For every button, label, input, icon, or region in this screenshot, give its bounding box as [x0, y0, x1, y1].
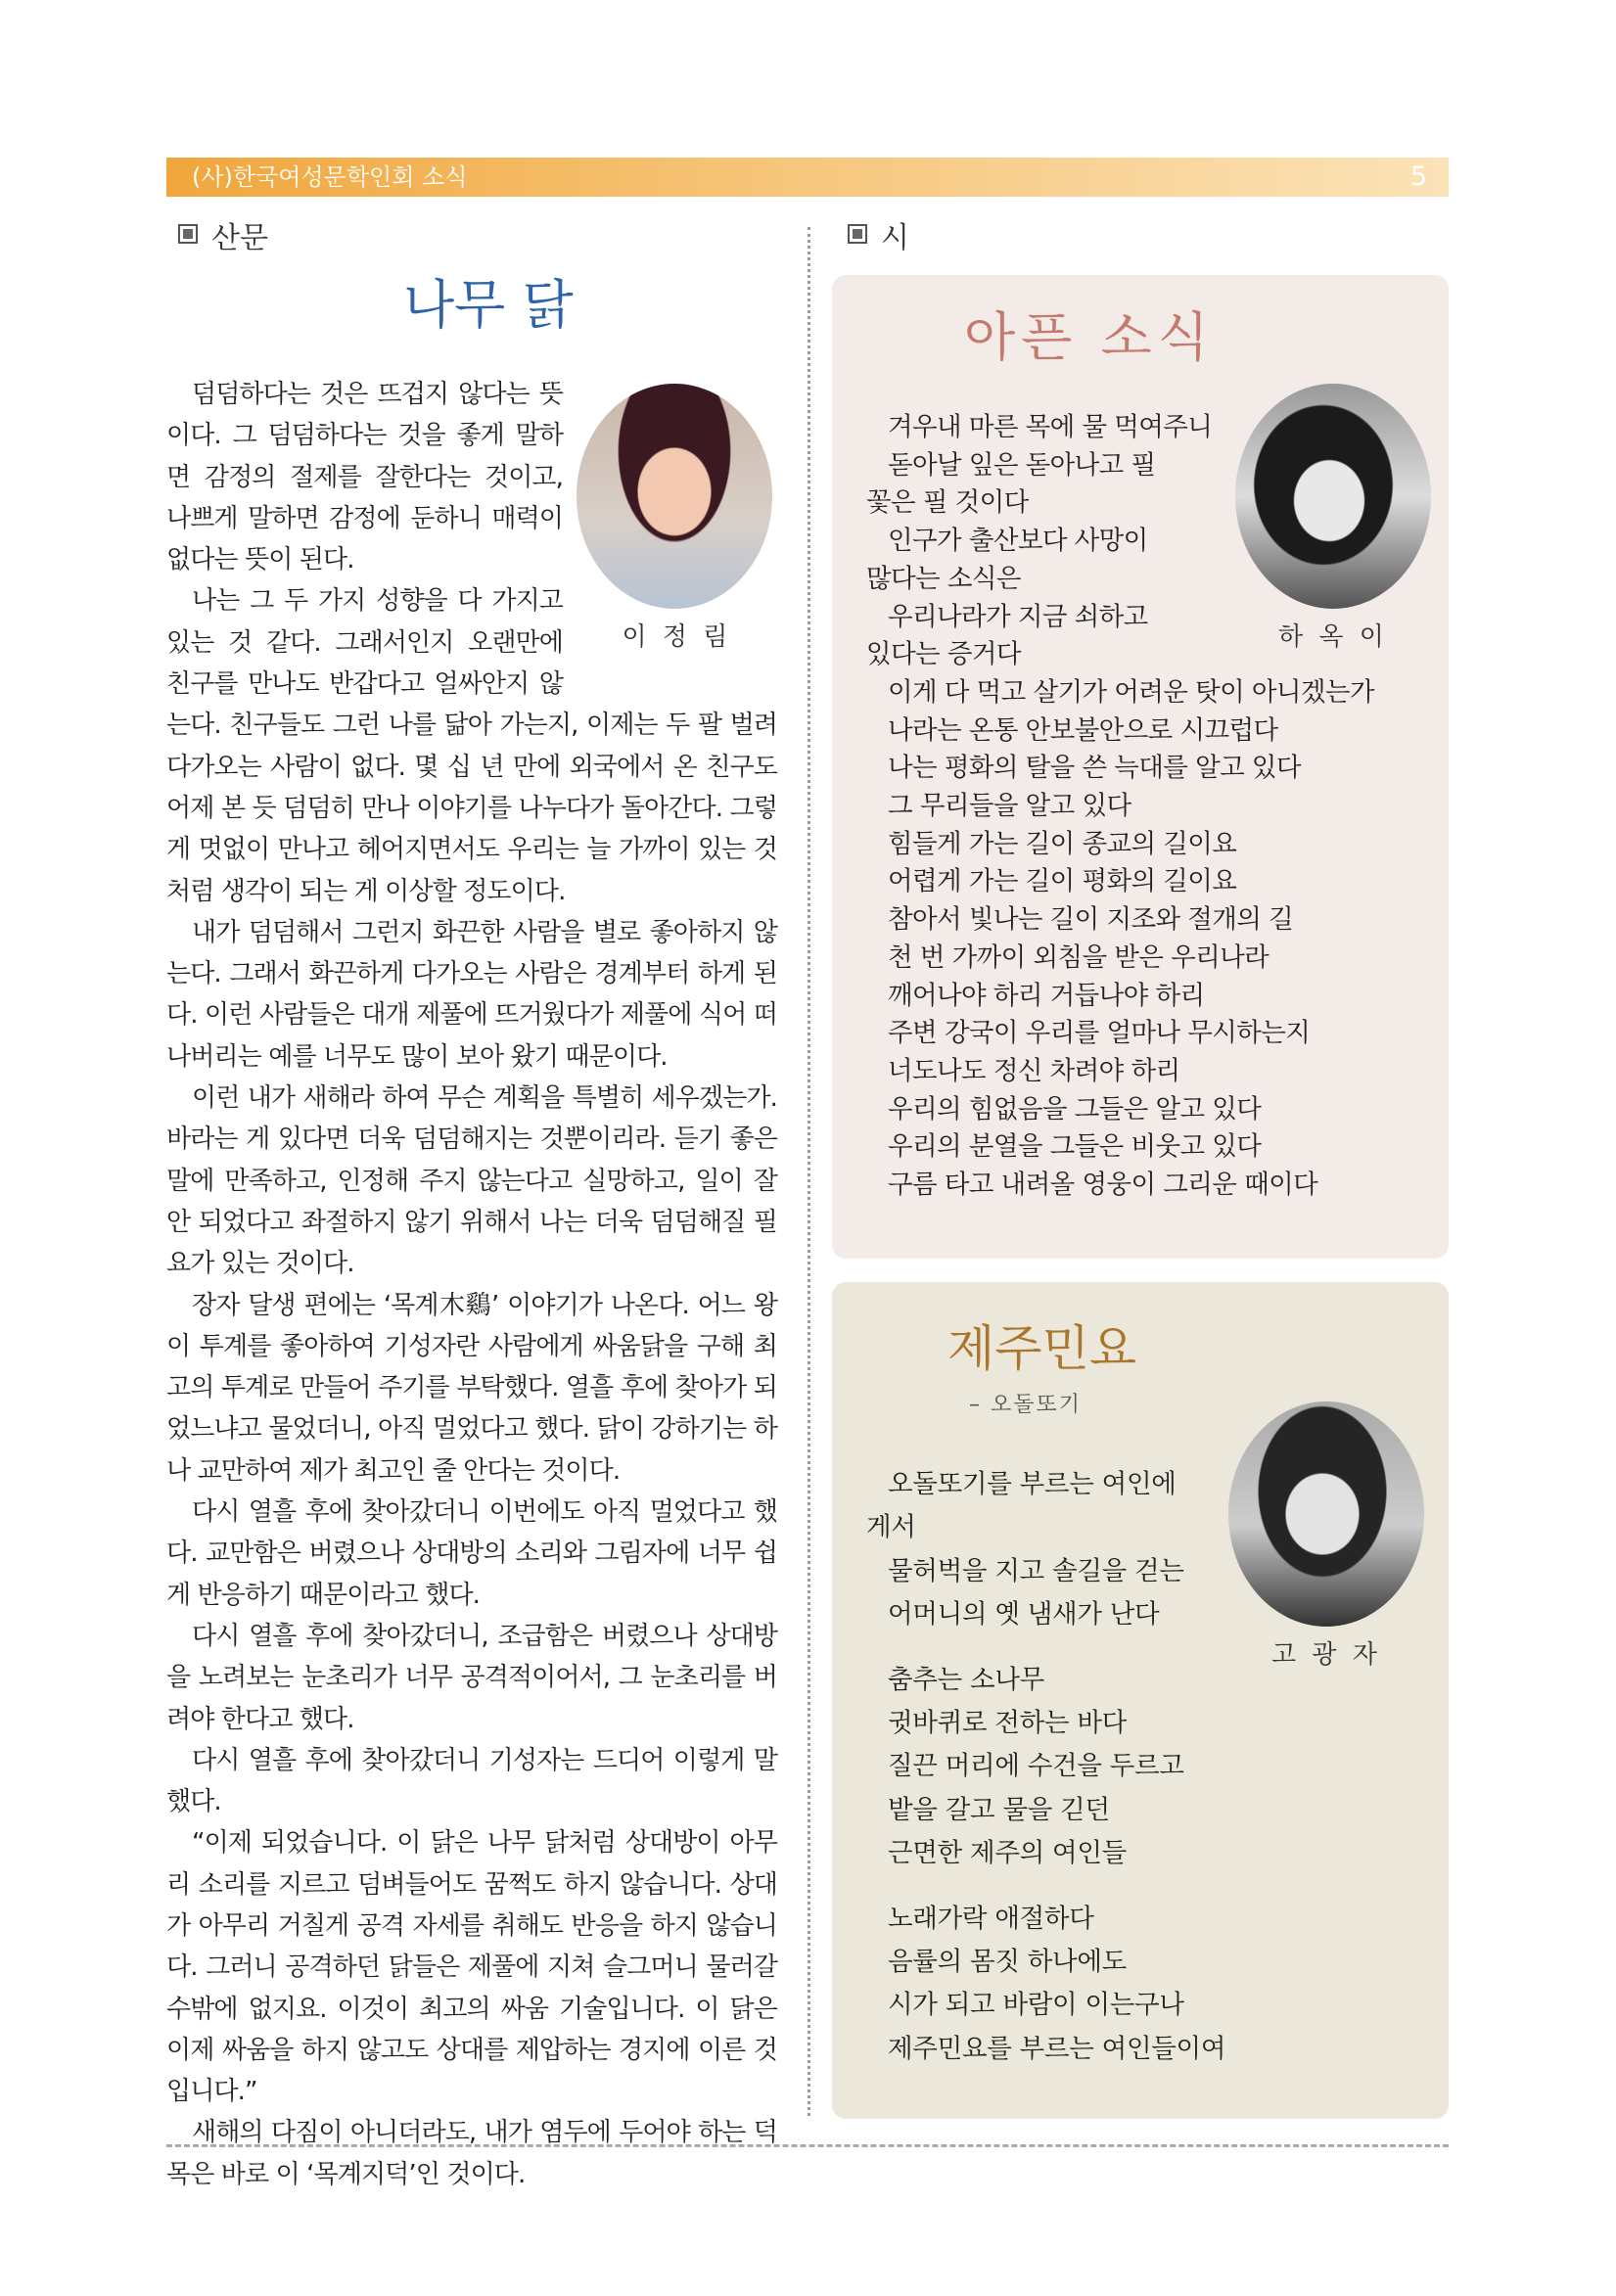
poem-line: 나는 평화의 탈을 쓴 늑대를 알고 있다 [888, 753, 1301, 784]
poem-line: 참아서 빛나는 길이 지조와 절개의 길 [888, 904, 1294, 936]
essay-paragraph: 다시 열흘 후에 찾아갔더니 기성자는 드디어 이렇게 말했다. [166, 1745, 777, 1817]
poet-name-1: 하 옥 이 [1278, 622, 1388, 652]
poem-line: 노래가락 애절하다 [888, 1903, 1094, 1934]
bottom-rule [166, 2144, 1449, 2147]
poem-line: 우리의 분열을 그들은 비웃고 있다 [888, 1131, 1262, 1163]
poem-title-2: 제주민요 [947, 1320, 1137, 1377]
poem-line: 꽃은 필 것이다 [866, 487, 1029, 519]
poem-line: 제주민요를 부르는 여인들이여 [888, 2033, 1226, 2064]
square-bullet-icon [178, 224, 198, 244]
essay-paragraph: 나는 그 두 가지 성향을 다 가지고 있는 것 같다. 그래서인지 오랜만에 친구를 만나도 반갑다고 얼싸안지 않는다. 친구들도 그런 나를 닮아 가는지, 이제는 두 팔 벌려 다가오는 사람이 없다. 몇 십 년 만에 외국에서 온 친구도 어제 본 듯 덤덤히 만나 이야기를 나누다가 돌아간다. 그렇게 멋없이 만나고 헤어지면서도 우리는 늘 가까이 있는 것처럼 생각이 되는 게 이상할 정도이다. [166, 586, 777, 906]
poem-title-1: 아픈 소식 [964, 306, 1215, 368]
author-photo-block [577, 374, 777, 667]
poem-line: 우리의 힘없음을 그들은 알고 있다 [888, 1093, 1262, 1125]
poem-line: 춤추는 소나무 [888, 1664, 1044, 1695]
poem-line: 깨어나야 하리 거듭나야 하리 [888, 980, 1205, 1011]
essay-paragraph: 덤덤하다는 것은 뜨겁지 않다는 뜻이다. 그 덤덤하다는 것을 좋게 말하면 감정의 절제를 잘한다는 것이고, 나쁘게 말하면 감정에 둔하니 매력이 없다는 뜻이 된다. [166, 380, 563, 575]
poet-name-2: 고 광 자 [1271, 1640, 1381, 1670]
essay-paragraph: 이런 내가 새해라 하여 무슨 계획을 특별히 세우겠는가. 바라는 게 있다면 더욱 덤덤해지는 것뿐이리라. 듣기 좋은 말에 만족하고, 인정해 주지 않는다고 실망하고, 일이 잘 안 되었다고 좌절하지 않기 위해서 나는 더욱 덤덤해질 필요가 있는 것이다. [166, 1083, 777, 1279]
poem-stanza [866, 1659, 1429, 1876]
poem-line: 귓바퀴로 전하는 바다 [888, 1708, 1127, 1739]
column-divider [808, 227, 810, 2116]
poem-body-2 [866, 1463, 1429, 2092]
poem-line: 겨우내 마른 목에 물 먹여주니 [888, 412, 1213, 442]
poem-line: 천 번 가까이 외침을 받은 우리나라 [888, 941, 1270, 973]
author-photo-lee [577, 384, 772, 609]
essay-paragraph: 내가 덤덤해서 그런지 화끈한 사람을 별로 좋아하지 않는다. 그래서 화끈하게 다가오는 사람은 경계부터 하게 된다. 이런 사람들은 대개 제풀에 뜨거웠다가 제풀에 식어 떠나버리는 예를 너무도 많이 보아 왔기 때문이다. [166, 917, 777, 1072]
author-name: 이 정 림 [622, 622, 732, 652]
poem-line: 힘들게 가는 길이 종교의 길이요 [888, 828, 1237, 859]
poem-line: 우리나라가 지금 쇠하고 [888, 601, 1148, 632]
essay-section-label: 산문 [178, 219, 268, 258]
poem-line: 많다는 소식은 [866, 563, 1021, 594]
essay-paragraph: 다시 열흘 후에 찾아갔더니 이번에도 아직 멀었다고 했다. 교만함은 버렸으나 상대방의 소리와 그림자에 너무 쉽게 반응하기 때문이라고 했다. [166, 1497, 777, 1610]
poetry-section-label: 시 [848, 219, 909, 258]
poem-line: 나라는 온통 안보불안으로 시끄럽다 [888, 714, 1278, 746]
poem-line: 물허벅을 지고 솔길을 걷는 [888, 1555, 1184, 1586]
essay-paragraph: “이제 되었습니다. 이 닭은 나무 닭처럼 상대방이 아무리 소리를 지르고 덤벼들어도 꿈쩍도 하지 않습니다. 상대가 아무리 거칠게 공격 자세를 취해도 반응을 하지 않습니다. 그러니 공격하던 닭들은 제풀에 지쳐 슬그머니 물러갈 수밖에 없지요. 이것이 최고의 싸움 기술입니다. 이 닭은 이제 싸움을 하지 않고도 상대를 제압하는 경지에 이른 것입니다.” [166, 1828, 777, 2107]
poem-line: 음률의 몸짓 하나에도 [888, 1947, 1127, 1978]
square-bullet-icon [848, 224, 867, 244]
poem-line: 어렵게 가는 길이 평화의 길이요 [888, 866, 1237, 897]
essay-body [166, 374, 777, 2195]
poem-line: 오돌또기를 부르는 여인에 [888, 1469, 1177, 1499]
poem-line: 어머니의 옛 냄새가 난다 [888, 1599, 1160, 1630]
poem-body-1 [866, 409, 1429, 1205]
poem-stanza [866, 1898, 1429, 2072]
poem-line: 시가 되고 바람이 이는구나 [888, 1990, 1184, 2021]
poem-line: 밭을 갈고 물을 긷던 [888, 1794, 1110, 1825]
page-header [166, 158, 1449, 197]
poem-stanza [866, 1463, 1429, 1637]
poem-subtitle-2: – 오돌또기 [969, 1393, 1083, 1417]
essay-paragraph: 다시 열흘 후에 찾아갔더니, 조급함은 버렸으나 상대방을 노려보는 눈초리가 너무 공격적이어서, 그 눈초리를 버려야 한다고 했다. [166, 1621, 777, 1734]
poem-line: 인구가 출산보다 사망이 [888, 526, 1148, 557]
poem-line: 있다는 증거다 [866, 639, 1021, 670]
newsletter-title: (사)한국여성문학인회 소식 [192, 163, 468, 191]
poem-line: 너도나도 정신 차려야 하리 [888, 1055, 1180, 1086]
poem-line: 주변 강국이 우리를 얼마나 무시하는지 [888, 1018, 1311, 1049]
poem-line: 그 무리들을 알고 있다 [888, 791, 1131, 822]
poem-line: 돋아날 잎은 돋아나고 필 [888, 449, 1156, 481]
poem-line: 게서 [866, 1512, 916, 1543]
essay-title: 나무 닭 [403, 274, 574, 336]
poem-line: 근면한 제주의 여인들 [888, 1838, 1127, 1869]
essay-paragraph: 새해의 다짐이 아니더라도, 내가 염두에 두어야 하는 덕목은 바로 이 ‘목계지덕’인 것이다. [166, 2118, 777, 2189]
essay-paragraph: 장자 달생 편에는 ‘목계木鷄’ 이야기가 나온다. 어느 왕이 투계를 좋아하여 기성자란 사람에게 싸움닭을 구해 최고의 투계로 만들어 주기를 부탁했다. 열흘 후에 찾아가 되었느냐고 물었더니, 아직 멀었다고 했다. 닭이 강하기는 하나 교만하여 제가 최고인 줄 안다는 것이다. [166, 1290, 777, 1486]
page-number: 5 [1409, 161, 1427, 192]
poem-line: 이게 다 먹고 살기가 어려운 탓이 아니겠는가 [888, 676, 1374, 708]
poem-line: 구름 타고 내려올 영웅이 그리운 때이다 [888, 1170, 1318, 1201]
poem-line: 질끈 머리에 수건을 두르고 [888, 1751, 1184, 1782]
